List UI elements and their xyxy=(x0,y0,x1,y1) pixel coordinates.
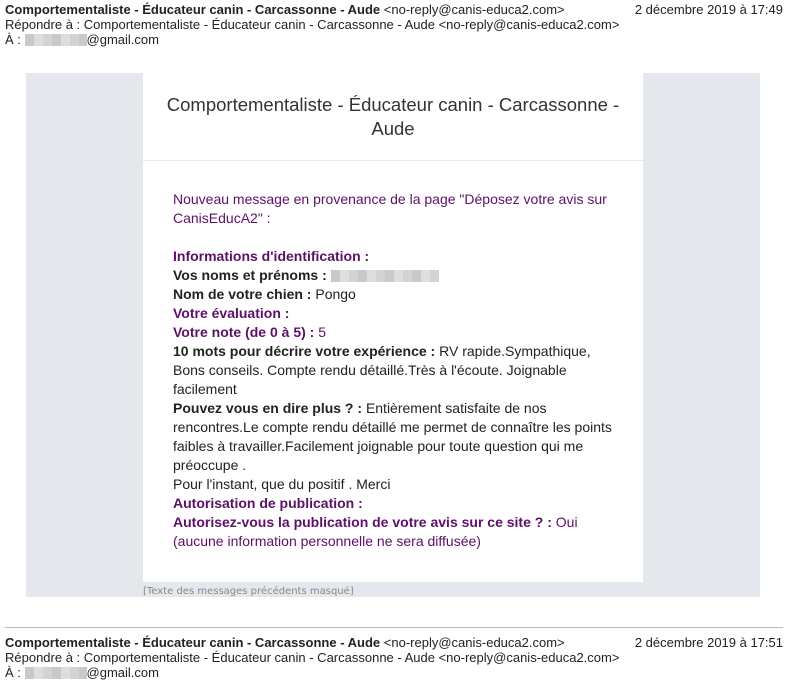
words-value: RV rapide.Sympathique, Bons conseils. Compte rendu détaillé.Très à l'écoute. Joignable facilement xyxy=(173,343,591,397)
reply-to-row xyxy=(5,650,783,665)
more-value: Entièrement satisfaite de nos rencontres.Le compte rendu détaillé me permet de connaître les points faibles à travailler.Facilement joignable pour toute question qui me préoccupe . xyxy=(173,400,612,473)
message-card xyxy=(143,73,643,582)
email-date: 2 décembre 2019 à 17:49 xyxy=(634,2,783,17)
names-label: Vos noms et prénoms : xyxy=(173,267,327,283)
to-row xyxy=(5,665,783,680)
email-header xyxy=(5,635,783,680)
to-label: À : xyxy=(5,665,21,680)
sender-email[interactable]: <no-reply@canis-educa2.com> xyxy=(383,2,565,17)
words-label: 10 mots pour décrire votre expérience : xyxy=(173,343,436,359)
message-content xyxy=(173,190,618,551)
more-label: Pouvez vous en dire plus ? : xyxy=(173,400,363,416)
section-evaluation: Votre évaluation : xyxy=(173,305,290,321)
divider xyxy=(5,627,783,628)
show-hidden-messages-link[interactable]: [Texte des messages précédents masqué] xyxy=(143,586,354,597)
dog-label: Nom de votre chien : xyxy=(173,286,312,302)
email-date: 2 décembre 2019 à 17:51 xyxy=(634,635,783,650)
message-intro: Nouveau message en provenance de la page "Déposez votre avis sur CanisEducA2" : xyxy=(173,191,607,226)
to-row xyxy=(5,32,783,47)
spacer xyxy=(173,228,618,247)
rating-value: 5 xyxy=(318,324,327,340)
to-label: À : xyxy=(5,32,21,47)
section-identification: Informations d'identification : xyxy=(173,248,370,264)
sender-name[interactable]: Comportementaliste - Éducateur canin - Carcassonne - Aude xyxy=(5,635,381,650)
dog-value: Pongo xyxy=(315,286,356,302)
field-more xyxy=(173,399,618,475)
sender-email[interactable]: <no-reply@canis-educa2.com> xyxy=(383,635,565,650)
publish-label: Autorisez-vous la publication de votre avis sur ce site ? : xyxy=(173,514,552,530)
redacted-email-local-part xyxy=(25,34,87,46)
field-rating xyxy=(173,323,618,342)
redacted-email-local-part xyxy=(25,667,87,679)
email-header xyxy=(5,2,783,47)
field-dog xyxy=(173,285,618,304)
reply-to-label: Répondre à : xyxy=(5,650,81,665)
redacted-names-value xyxy=(331,270,439,282)
more-value-continued: Pour l'instant, que du positif . Merci xyxy=(173,476,391,492)
reply-to-label: Répondre à : xyxy=(5,17,81,32)
to-email-domain[interactable]: @gmail.com xyxy=(86,32,159,47)
reply-to-row xyxy=(5,17,783,32)
section-publication: Autorisation de publication : xyxy=(173,495,363,511)
publish-value: Oui (aucune information personnelle ne sera diffusée) xyxy=(173,514,578,549)
reply-to-value[interactable]: Comportementaliste - Éducateur canin - Carcassonne - Aude <no-reply@canis-educa2.com> xyxy=(83,650,620,665)
sender-row xyxy=(5,2,783,17)
field-words xyxy=(173,342,618,399)
field-names xyxy=(173,266,618,285)
sender-name[interactable]: Comportementaliste - Éducateur canin - Carcassonne - Aude xyxy=(5,2,381,17)
reply-to-value[interactable]: Comportementaliste - Éducateur canin - Carcassonne - Aude <no-reply@canis-educa2.com> xyxy=(83,17,620,32)
field-publish xyxy=(173,513,618,551)
to-email-domain[interactable]: @gmail.com xyxy=(86,665,159,680)
sender-row xyxy=(5,635,783,650)
message-title: Comportementaliste - Éducateur canin - Carcassonne - Aude xyxy=(143,73,643,161)
rating-label: Votre note (de 0 à 5) : xyxy=(173,324,315,340)
